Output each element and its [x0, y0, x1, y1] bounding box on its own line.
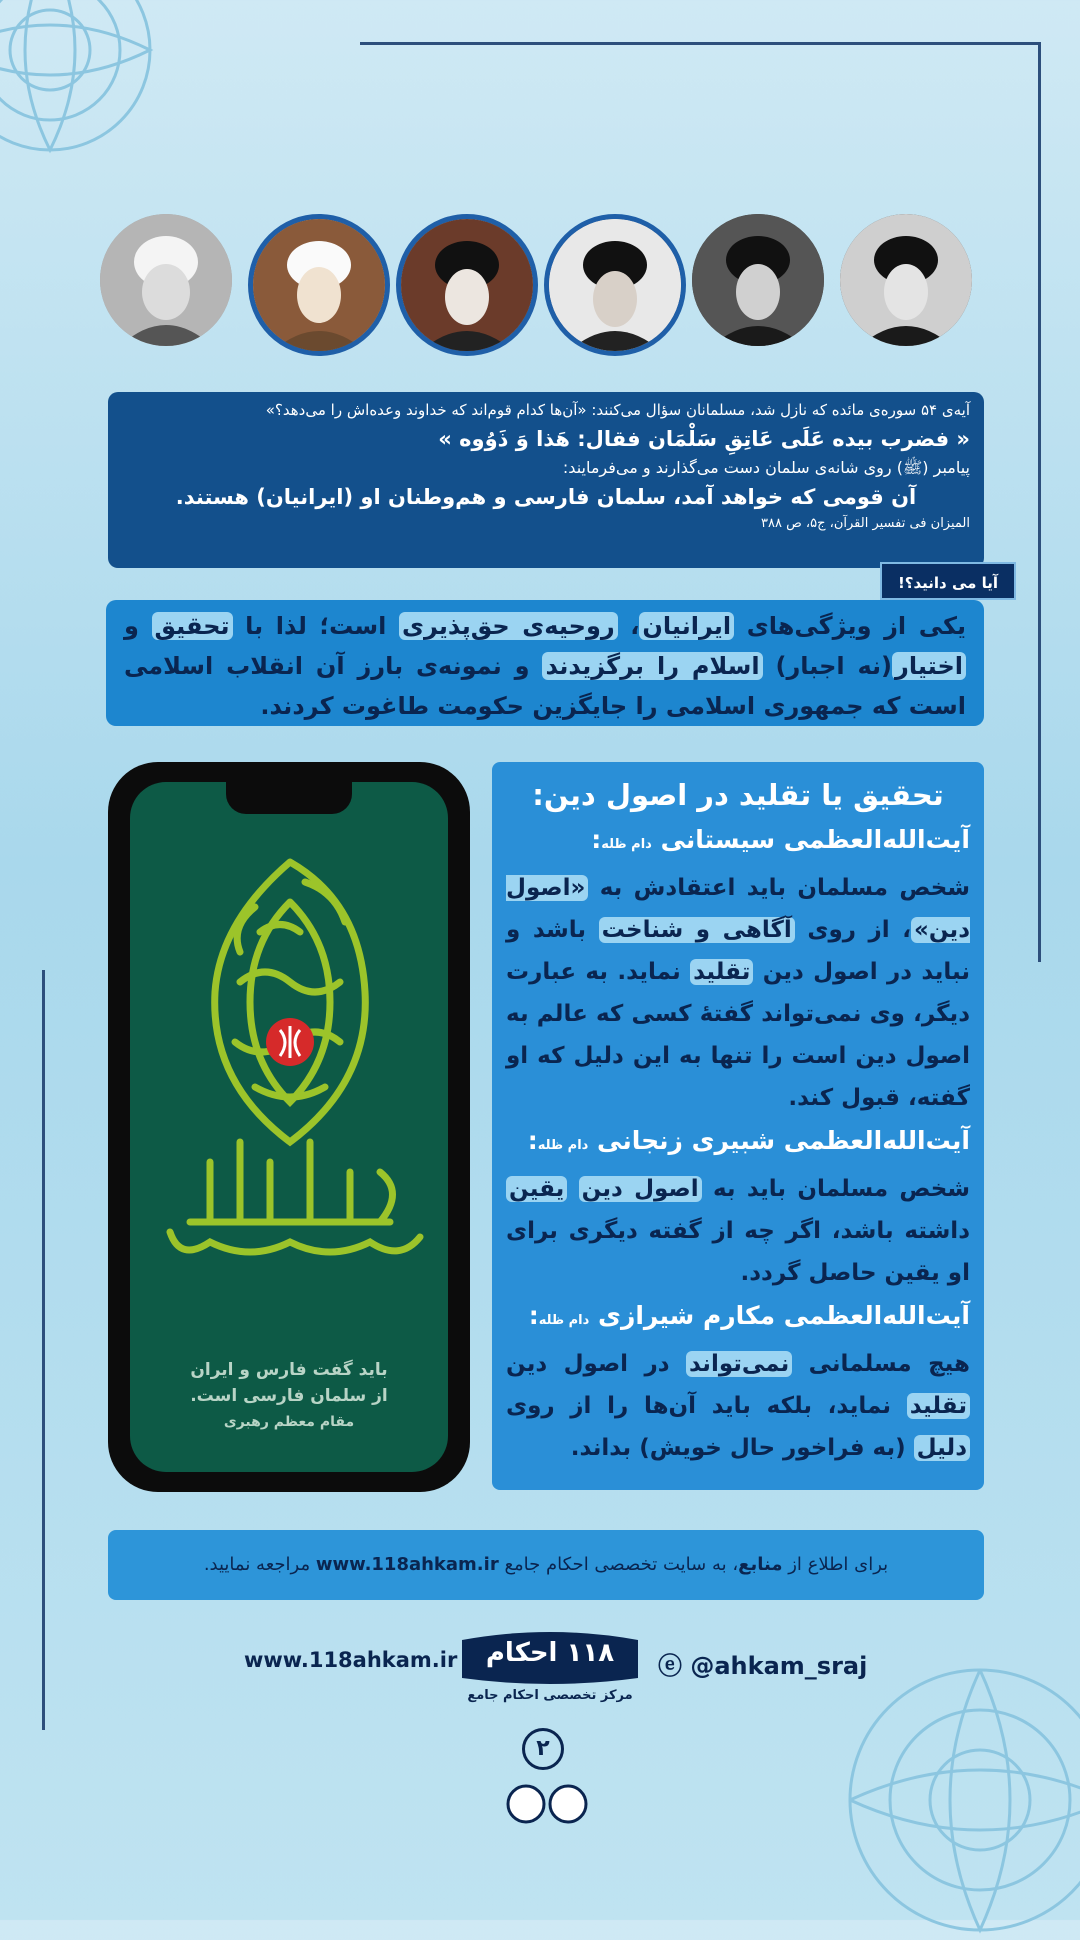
ruling-text: ، از روی	[807, 917, 911, 943]
ruling-text: (به فراخور حال خویش) بداند.	[570, 1435, 906, 1461]
sources-link[interactable]: www.118ahkam.ir	[315, 1554, 499, 1575]
social-handle-text: @ahkam_sraj	[690, 1652, 868, 1680]
know-text: و	[124, 612, 139, 640]
ruling-text: شخص مسلمان باید اعتقادش به	[599, 875, 970, 901]
ruling-highlight: یقین	[506, 1176, 567, 1202]
ruling-highlight: تقلید	[907, 1393, 970, 1419]
quote-conclusion: آن قومی که خواهد آمد، سلمان فارسی و هم‌وطنان او (ایرانیان) هستند.	[175, 485, 917, 509]
ruling-text: در اصول دین	[506, 1351, 670, 1377]
logo	[452, 1630, 648, 1706]
logo-text: ۱۱۸ احکام	[485, 1638, 615, 1668]
portrait-6	[840, 214, 972, 346]
frame-line-left	[42, 970, 45, 1730]
pagination-circles	[502, 1782, 592, 1826]
ruling-2-text	[506, 1168, 970, 1294]
ruling-1-text	[506, 867, 970, 1119]
ruling-text: داشته باشد، اگر چه از گفته دیگری برای او یقین حاصل گردد.	[506, 1218, 970, 1286]
rulings-box	[492, 762, 984, 1490]
quran-quote-box	[108, 392, 984, 568]
know-text: و نمونه‌ی بارز آن انقلاب اسلامی است که جمهوری اسلامی را جایگزین حکومت طاغوت کردند.	[124, 652, 966, 720]
know-text: (نه اجبار)	[775, 652, 893, 680]
did-you-know-tag: آیا می دانید؟!	[880, 562, 1016, 600]
footer	[0, 1630, 1080, 1710]
quote-line-3: پیامبر (ﷺ) روی شانه‌ی سلمان دست می‌گذارند و می‌فرمایند:	[562, 458, 970, 477]
portrait-5	[692, 214, 824, 346]
portrait-row	[100, 214, 980, 354]
know-highlight: اختیار	[892, 652, 966, 680]
ruling-text: باشد و نباید در اصول دین	[506, 917, 970, 985]
sources-bold: منابع	[738, 1554, 783, 1575]
seal-text: دام ظله	[601, 837, 652, 852]
phone-caption-1: باید گفت فارس و ایران	[190, 1360, 388, 1380]
ruling-highlight: آگاهی و شناخت	[599, 917, 795, 943]
ruling-2-heading: آیت‌الله‌العظمی شبیری زنجانی دام ظله:	[527, 1126, 970, 1155]
logo-subtitle: مرکز تخصصی احکام جامع	[467, 1688, 633, 1703]
quote-line-1: آیه‌ی ۵۴ سوره‌ی مائده که نازل شد، مسلمانان سؤال می‌کنند: «آن‌ها کدام قوم‌اند که خداوند وعده‌اش را می‌دهد؟»	[265, 401, 970, 419]
ruling-1-heading: آیت‌الله‌العظمی سیستانی دام ظله:	[591, 825, 970, 854]
know-text: یکی از ویژگی‌های	[746, 612, 966, 640]
quote-source: المیزان فی تفسیر القرآن، ج۵، ص ۳۸۸	[760, 516, 970, 531]
sources-text: برای اطلاع از	[788, 1554, 889, 1575]
know-highlight: اسلام را برگزیدند	[542, 652, 762, 680]
portrait-2	[248, 214, 390, 356]
phone-notch	[226, 782, 352, 814]
phone-screen	[130, 782, 448, 1472]
rulings-title: تحقیق یا تقلید در اصول دین:	[532, 778, 944, 812]
portrait-3	[396, 214, 538, 356]
ruling-highlight: تقلید	[690, 959, 753, 985]
portrait-1	[100, 214, 232, 346]
website-text: www.118ahkam.ir	[244, 1648, 458, 1672]
social-handle[interactable]	[658, 1646, 867, 1681]
phone-caption-2: از سلمان فارسی است.	[190, 1386, 388, 1406]
ruling-3-name: آیت‌الله‌العظمی مکارم شیرازی	[598, 1301, 970, 1330]
ruling-3-text	[506, 1343, 970, 1469]
ruling-text: نماید، بلکه باید آن‌ها را از روی	[506, 1393, 892, 1419]
page-number: ۲	[522, 1728, 564, 1770]
ruling-highlight: «اصول دین»	[506, 875, 970, 943]
calligraphy-tree-art	[130, 842, 448, 1322]
know-text: است؛ لذا با	[245, 612, 387, 640]
phone-mockup	[108, 762, 470, 1492]
frame-line-top	[360, 42, 1040, 45]
did-you-know-box	[106, 600, 984, 726]
ruling-text: شخص مسلمان باید به	[712, 1176, 971, 1202]
ruling-text: هیچ مسلمانی	[808, 1351, 971, 1377]
ruling-1-name: آیت‌الله‌العظمی سیستانی	[660, 825, 970, 854]
know-highlight: ایرانیان	[639, 612, 734, 640]
ruling-3-heading: آیت‌الله‌العظمی مکارم شیرازی دام ظله:	[528, 1301, 970, 1330]
quote-arabic: « فضرب بیده عَلَی عَاتِقِ سَلْمَان فقال: هَذا وَ ذَوُوه »	[438, 427, 970, 451]
portrait-4	[544, 214, 686, 356]
sources-text: ، به سایت تخصصی احکام جامع	[504, 1554, 739, 1575]
corner-ornament	[0, 0, 240, 240]
ruling-highlight: نمی‌تواند	[686, 1351, 792, 1377]
ruling-highlight: اصول دین	[579, 1176, 702, 1202]
ruling-text: نماید. به عبارت دیگر، وی نمی‌تواند گفتهٔ کسی که عالم به اصول دین است را تنها به این دلیل که او گفته، قبول کند.	[506, 959, 970, 1111]
sources-text: مراجعه نمایید.	[203, 1554, 311, 1575]
eitaa-icon: ⓔ	[658, 1652, 682, 1680]
seal-text: دام ظله	[538, 1313, 590, 1328]
know-highlight: تحقیق	[152, 612, 233, 640]
frame-line-right	[1038, 42, 1041, 962]
know-highlight: روحیه‌ی حق‌پذیری	[399, 612, 618, 640]
ruling-2-name: آیت‌الله‌العظمی شبیری زنجانی	[597, 1126, 970, 1155]
seal-text: دام ظله	[537, 1138, 589, 1153]
sources-note	[108, 1530, 984, 1600]
know-text: ،	[630, 612, 640, 640]
ruling-highlight: دلیل	[914, 1435, 970, 1461]
phone-caption-3: مقام معظم رهبری	[223, 1414, 355, 1430]
